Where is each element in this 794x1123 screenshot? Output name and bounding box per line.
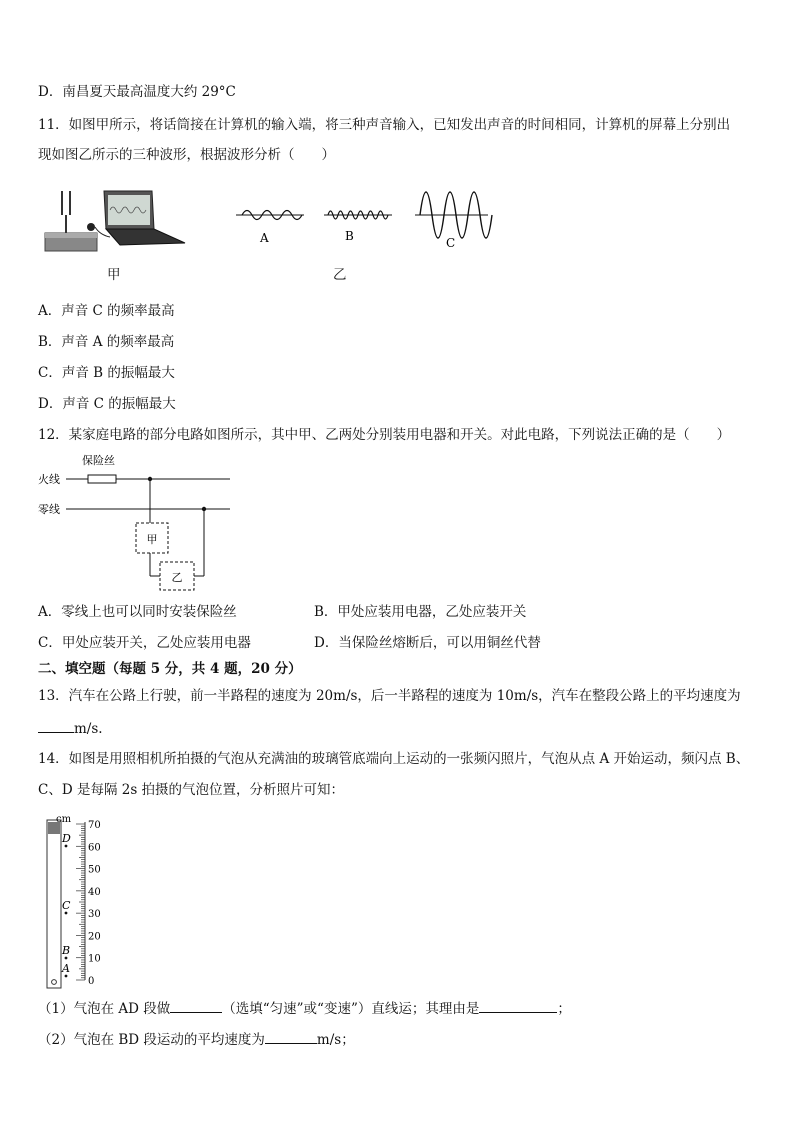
- figure-yi-caption: 乙: [333, 267, 347, 283]
- fuse-symbol: [88, 475, 116, 483]
- q12-option-b: B．甲处应装用电器，乙处应装开关: [314, 604, 527, 620]
- q13-line2: m/s.: [38, 718, 103, 738]
- q11-stem-line2: 现如图乙所示的三种波形，根据波形分析（ ）: [38, 147, 335, 163]
- q11-stem-line1: 11．如图甲所示，将话筒接在计算机的输入端，将三种声音输入，已知发出声音的时间相同，计算机的屏幕上分别出: [38, 117, 731, 133]
- q13-line1: 13．汽车在公路上行驶，前一半路程的速度为 20m/s，后一半路程的速度为 10m/s，汽车在整段公路上的平均速度为: [38, 688, 741, 704]
- ruler-tick-label: 60: [88, 842, 101, 854]
- ruler-tick-label: 20: [88, 931, 101, 943]
- figure-yi-waveforms: [230, 185, 500, 260]
- box-jia-label: 甲: [146, 533, 158, 546]
- q11-option-b: B．声音 A 的频率最高: [38, 334, 175, 350]
- ruler-tick-label: 70: [88, 820, 101, 831]
- wave-label-b: B: [345, 229, 354, 243]
- ruler-unit: cm: [56, 814, 72, 825]
- point-c-dot: [65, 912, 68, 915]
- point-label-d: D: [62, 832, 71, 845]
- box-yi-label: 乙: [171, 571, 183, 584]
- q11-option-a: A．声音 C 的频率最高: [38, 303, 175, 319]
- glass-tube-ruler-figure: [42, 812, 122, 990]
- q14-line1: 14．如图是用照相机所拍摄的气泡从充满油的玻璃管底端向上运动的一张频闪照片，气泡从点 A 开始运动，频闪点 B、: [38, 751, 750, 767]
- point-a-dot: [65, 975, 68, 978]
- wave-label-c: C: [446, 236, 456, 250]
- ruler-tick-label: 10: [88, 953, 101, 965]
- q14-sub2-blank[interactable]: [265, 1029, 317, 1044]
- q10-option-d: D．南昌夏天最高温度大约 29°C: [38, 84, 236, 100]
- q11-option-d: D．声音 C 的振幅最大: [38, 396, 176, 412]
- point-label-b: B: [62, 944, 71, 957]
- figure-jia-caption: 甲: [107, 267, 121, 283]
- q14-sub2: （2）气泡在 BD 段运动的平均速度为 m/s；: [38, 1029, 355, 1049]
- label-fuse: 保险丝: [82, 454, 115, 467]
- q11-option-c: C．声音 B 的振幅最大: [38, 365, 175, 381]
- point-d-dot: [65, 845, 68, 848]
- ruler-tick-label: 30: [88, 909, 101, 921]
- q14-line2: C、D 是每隔 2s 拍摄的气泡位置，分析照片可知：: [38, 782, 345, 798]
- section2-title: 二、填空题（每题 5 分，共 4 题，20 分）: [38, 661, 302, 677]
- q13-answer-blank[interactable]: [38, 718, 74, 733]
- ruler-tick-label: 50: [88, 864, 101, 876]
- glass-tube: [47, 820, 61, 988]
- label-live-wire: 火线: [38, 473, 60, 486]
- q12-option-c: C．甲处应装开关，乙处应装用电器: [38, 635, 251, 651]
- circuit-diagram: [36, 452, 246, 600]
- ruler-tick-label: 0: [88, 976, 95, 987]
- wave-label-a: A: [260, 231, 269, 245]
- point-label-c: C: [62, 899, 71, 912]
- q12-stem: 12．某家庭电路的部分电路如图所示，其中甲、乙两处分别装用电器和开关。对此电路，下列说法正确的是（ ）: [38, 427, 731, 443]
- point-label-a: A: [62, 962, 70, 975]
- ruler-tick-label: 40: [88, 886, 101, 898]
- point-b-dot: [65, 957, 68, 960]
- q14-sub1-blank1[interactable]: [170, 998, 222, 1013]
- q14-sub1: （1）气泡在 AD 段做 （选填“匀速”或“变速”）直线运；其理由是 ；: [38, 998, 571, 1018]
- figure-jia-tuning-fork-laptop: [40, 185, 190, 260]
- label-neutral-wire: 零线: [38, 503, 60, 516]
- q12-option-d: D．当保险丝熔断后，可以用铜丝代替: [314, 635, 541, 651]
- q14-sub1-blank2[interactable]: [479, 998, 557, 1013]
- q12-option-a: A．零线上也可以同时安装保险丝: [38, 604, 237, 620]
